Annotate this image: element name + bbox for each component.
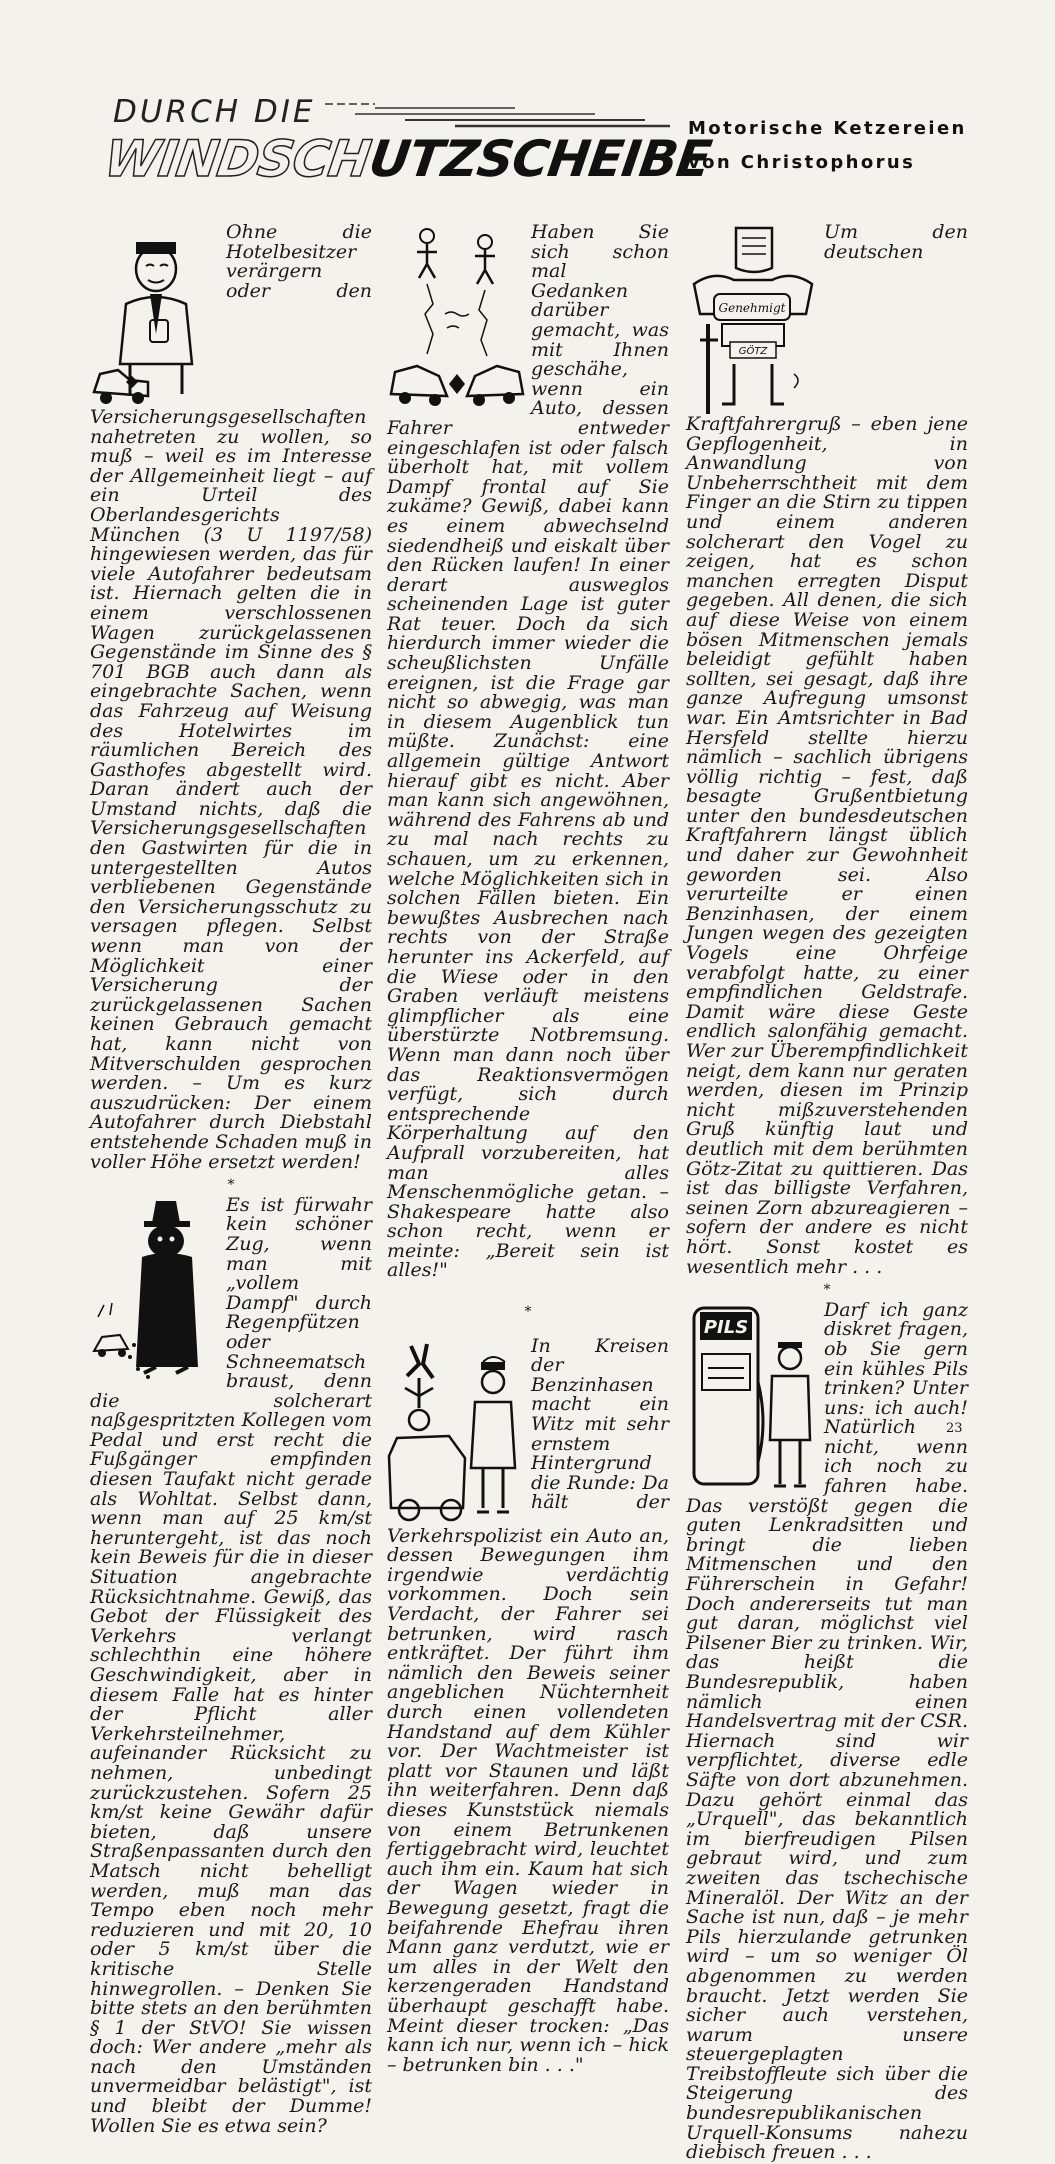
column-3 — [686, 221, 968, 2164]
separator: * — [524, 1304, 532, 1321]
masthead-bold-part: UTZSCHEIBE — [365, 130, 715, 188]
article-5-text: Um den deutschen Kraftfahrergruß – eben jene Gepflogenheit, in Anwandlung von Unbeherrschtheit mit dem Finger an die Stirn zu tippen und einem anderen solcherart den Vogel zu zeigen, hat es schon manchen erregten Disput gegeben. All denen, die sich auf diese Weise von einem bösen Mitmenschen jemals beleidigt gefühlt haben sollten, sei gesagt, daß ihre ganze Aufregung umsonst war. Ein Amtsrichter in Bad Hersfeld stellte hierzu nämlich – sachlich übrigens völlig richtig – fest, daß besagte Grußentbietung unter den bundesdeutschen Kraftfahrern längst üblich und daher zur Gewohnheit geworden sei. Also verurteilte er einen Benzinhasen, der einem Jungen wegen des gezeigten Vogels eine Ohrfeige verabfolgt hatte, zu einer empfindlichen Geldstrafe. Damit wäre diese Geste endlich salonfähig gemacht. Wer zur Überempfindlichkeit neigt, dem kann nur geraten werden, diesen im Prinzip nicht mißzuverstehenden Gruß künftig laut und deutlich mit dem berühmten Götz-Zitat zu quittieren. Das ist das billigste Verfahren, seinen Zorn abzureagieren – sofern der andere es nicht hört. Sonst kostet es wesentlich mehr . . . — [686, 221, 968, 1278]
page-number: 23 — [946, 1421, 963, 1436]
handstand-policeman-illustration — [387, 1338, 527, 1528]
column-1 — [90, 221, 372, 2137]
masthead — [100, 92, 715, 192]
subtitle — [688, 112, 988, 180]
article-4-text: In Kreisen der Benzinhasen macht ein Witz mit sehr ernstem Hintergrund die Runde: Da hält der Verkehrspolizist ein Auto an, dessen Bewegungen ihm irgendwie verdächtig vorkommen. Doch sein Verdacht, der Fahrer sei betrunken, wird rasch entkräftet. Der führt ihm nämlich den Beweis seiner angeblichen Nüchternheit durch einen vollendeten Handstand auf dem Kühler vor. Der Wachtmeister ist platt vor Staunen und läßt ihn weiterfahren. Denn daß dieses Kunststück niemals von einem Betrunkenen fertiggebracht wird, leuchtet auch ihm ein. Kaum hat sich der Wagen wieder in Bewegung gesetzt, fragt die beifahrende Ehefrau ihren Mann ganz verdutzt, wie er um alles in der Welt den kerzengeraden Handstand überhaupt geschafft habe. Meint dieser trocken: „Das kann ich nur, wenn ich – hick – betrunken bin . . ." — [387, 1334, 669, 2076]
colliding-cars-illustration — [387, 224, 527, 409]
article-2-text: Es ist fürwahr kein schöner Zug, wenn man mit „vollem Dampf" durch Regenpfützen oder Schneematsch braust, denn die solcherart naßgespritzten Kollegen vom Pedal und erst recht die Fußgänger empfinden diesen Taufakt nicht gerade als Wohltat. Selbst dann, wenn man auf 25 km/st heruntergeht, ist das noch kein Beweis für die in dieser Situation angebrachte Rücksichtnahme. Gewiß, das Gebot der Flüssigkeit des Verkehrs verlangt schlechthin eine höhere Geschwindigkeit, aber in diesem Falle hat es hinter der Pflicht aller Verkehrsteilnehmer, aufeinander Rücksicht zu nehmen, unbedingt zurückzustehen. Sofern 25 km/st keine Gewähr dafür bieten, daß unsere Straßenpassanten durch den Matsch nicht behelligt werden, muß man das Tempo eben noch mehr reduzieren und mit 20, 10 oder 5 km/st über die kritische Stelle hinwegrollen. – Denken Sie bitte stets an den berühmten § 1 der StVO! Sie wissen doch: Wer andere „mehr als nach den Umständen unvermeidbar belästigt", ist und bleibt der Dumme! Wollen Sie es etwa sein? — [90, 1193, 372, 2137]
masthead-line-2 — [101, 130, 714, 188]
armor-label: Genehmigt — [718, 301, 786, 315]
hotel-man-car-illustration — [90, 224, 222, 409]
armor-plate: GÖTZ — [738, 346, 768, 357]
separator: * — [227, 1177, 235, 1194]
article-6-text: Darf ich ganz diskret fragen, ob Sie gern ein kühles Pils trinken? Unter uns: ich auch! Natürlich nicht, wenn ich noch zu fahren habe. Das verstößt gegen die guten Lenkradsitten und bringt die lieben Mitmenschen und den Führerschein in Gefahr! Doch andererseits tut man gut daran, möglichst viel Pilsener Bier zu trinken. Wir, das heißt die Bundesrepublik, haben nämlich einen Handelsvertrag mit der CSR. Hiernach sind wir verpflichtet, diverse edle Säfte von dort abzunehmen. Dazu gehört einmal das „Urquell", das bekanntlich im bierfreudigen Pilsen gebraut wird, und zum zweiten das tschechische Mineralöl. Der Witz an der Sache ist nun, daß – je mehr Pils hierzulande getrunken wird – um so weniger Öl abgenommen zu werden braucht. Jetzt werden Sie sicher auch verstehen, warum unsere steuergeplagten Treibstoffleute sich über die Steigerung des bundesrepublikanischen Urquell-Konsums nahezu diebisch freuen . . . — [686, 1298, 968, 2164]
column-2 — [387, 221, 669, 2076]
article-3-text: Haben Sie sich schon mal Gedanken darüber gemacht, was mit Ihnen geschähe, wenn ein Auto, dessen Fahrer entweder eingeschlafen ist oder falsch überholt hat, mit vollem Dampf frontal auf Sie zukäme? Gewiß, dabei kann es einem abwechselnd siedendheiß und eiskalt über den Rücken laufen! In einer derart ausweglos scheinenden Lage ist guter Rat teuer. Doch da sich hierdurch immer wieder die scheußlichsten Unfälle ereignen, ist die Frage gar nicht so abwegig, was man in diesem Augenblick tun müßte. Zunächst: eine allgemein gültige Antwort hierauf gibt es nicht. Aber man kann sich angewöhnen, während des Fahrens ab und zu mal nach rechts zu schauen, um zu erkennen, welche Möglichkeiten sich in solchen Fällen bieten. Ein bewußtes Ausbrechen nach rechts von der Straße herunter ins Ackerfeld, auf die Wiese oder in den Graben verläuft meistens glimpflicher als eine überstürzte Notbremsung. Wenn man dann noch über das Reaktionsvermögen verfügt, sich durch entsprechende Körperhaltung auf den Aufprall vorzubereiten, hat man alles Menschenmögliche getan. – Shakespeare hatte also schon recht, wenn er meinte: „Bereit sein ist alles!" — [387, 221, 669, 1282]
pils-pump-illustration — [686, 1302, 820, 1494]
masthead-outline-part: WINDSCH — [100, 130, 374, 188]
speed-lines-icon — [315, 98, 675, 132]
splashed-pedestrian-illustration — [90, 1197, 222, 1382]
subtitle-line-2: von Christophorus — [688, 152, 916, 173]
article-1-text: Ohne die Hotelbesitzer verärgern oder den Versicherungsgesellschaften nahetreten zu wollen, so muß – weil es im Interesse der Allgemeinheit liegt – auf ein Urteil des Oberlandesgerichts München (3 U 1197/58) hingewiesen werden, das für viele Autofahrer bedeutsam ist. Hiernach gelten die in einem verschlossenen Wagen zurückgelassenen Gegenstände im Sinne des § 701 BGB auch dann als eingebrachte Sachen, wenn das Fahrzeug auf Weisung des Hotelwirtes im räumlichen Bereich des Gasthofes abgestellt wird. Daran ändert auch der Umstand nichts, daß die Versicherungsgesellschaften den Gastwirten für die in untergestellten Autos verbliebenen Gegenstände den Versicherungsschutz zu versagen pflegen. Selbst wenn man von der Möglichkeit einer Versicherung der zurückgelassenen Sachen keinen Gebrauch gemacht hat, kann nicht von Mitverschulden gesprochen werden. – Um es kurz auszudrücken: Der einem Autofahrer durch Diebstahl entstehende Schaden muß in voller Höhe ersetzt werden! — [90, 221, 372, 1173]
pump-label: PILS — [703, 1316, 749, 1338]
knight-armor-illustration — [686, 224, 820, 416]
separator: * — [823, 1282, 831, 1299]
subtitle-line-1: Motorische Ketzereien — [688, 118, 967, 139]
masthead-line-1: DURCH DIE — [113, 94, 316, 130]
